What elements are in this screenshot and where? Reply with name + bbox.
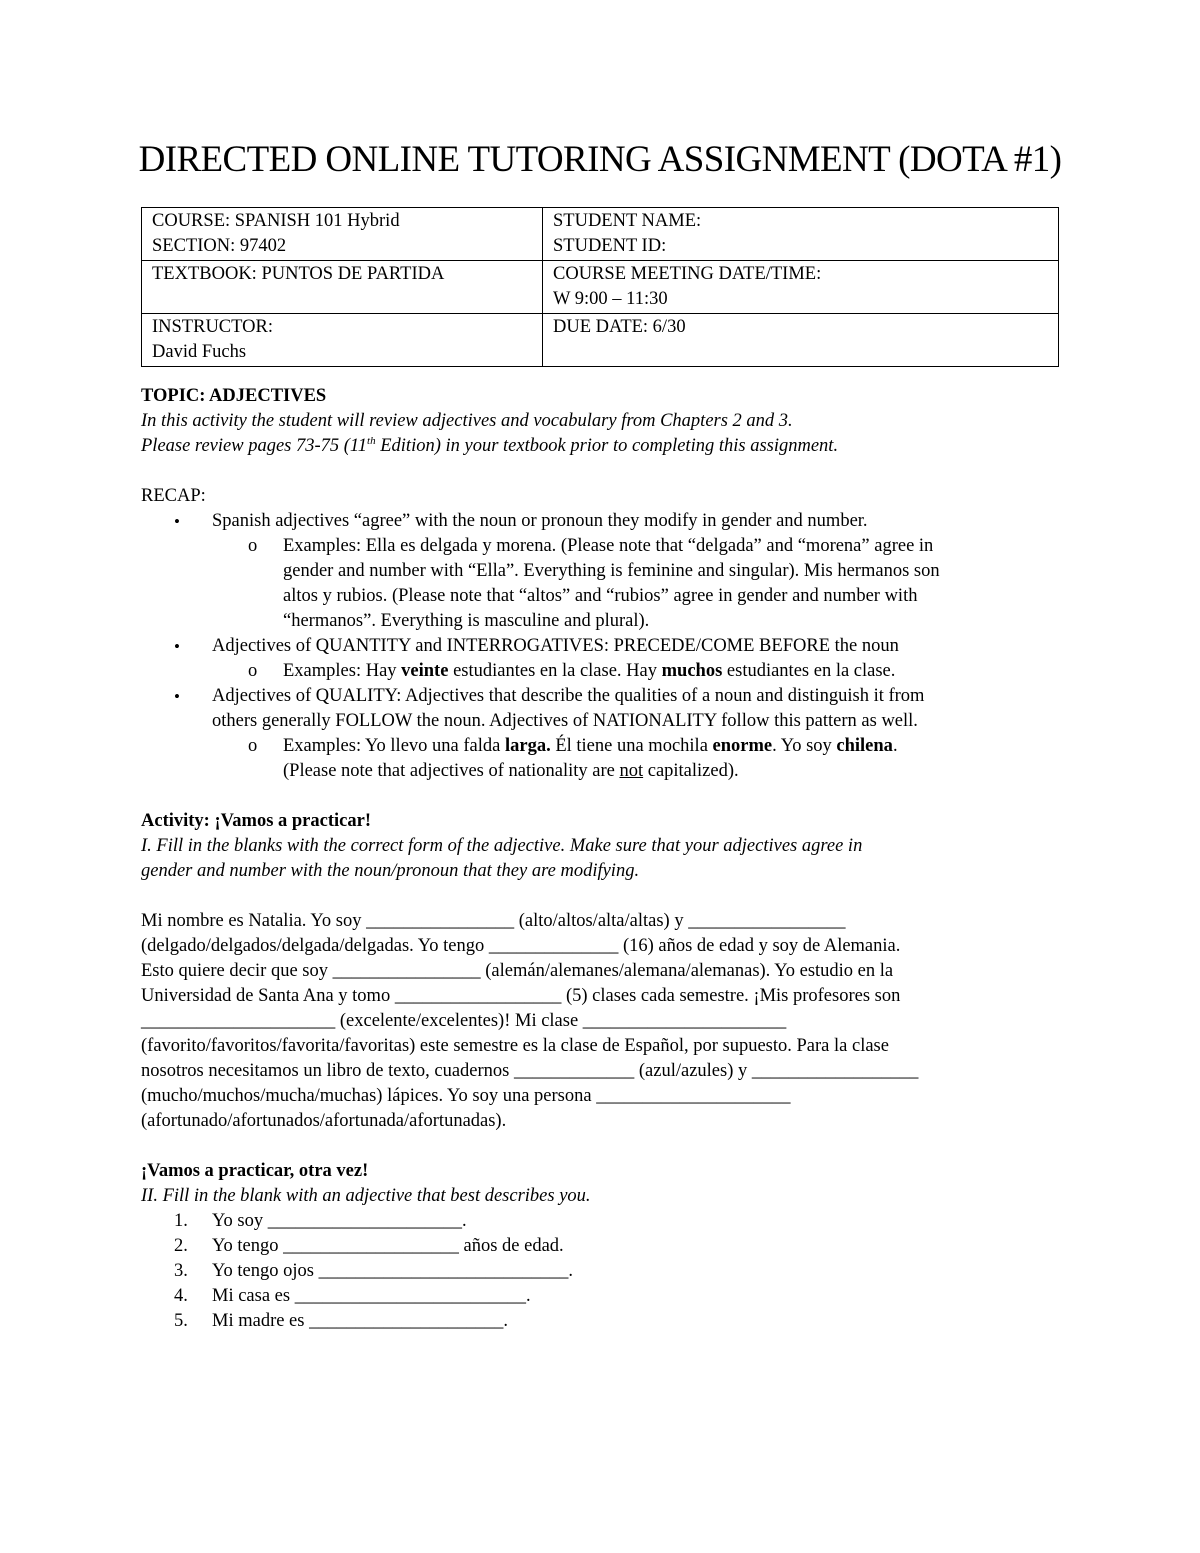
paragraph-line: _____________________ (excelente/excelentes)! Mi clase ______________________ [141, 1011, 787, 1031]
fill-in-paragraph [141, 909, 1071, 1134]
document-title: DIRECTED ONLINE TUTORING ASSIGNMENT (DOTA #1) [138, 139, 1062, 180]
item-text: Yo tengo ___________________ años de edad. [212, 1236, 564, 1256]
activity2-heading: ¡Vamos a practicar, otra vez! [141, 1161, 369, 1181]
list-item [141, 659, 1071, 684]
list-item [141, 1234, 1071, 1259]
item-text: Mi casa es _________________________. [212, 1286, 531, 1306]
instructor-label: INSTRUCTOR: [152, 317, 273, 337]
review-text-b: Edition) in your textbook prior to completing this assignment. [375, 436, 839, 456]
bold-word: chilena [836, 736, 893, 756]
section-text: SECTION: 97402 [152, 236, 287, 256]
item-number: 5. [174, 1311, 188, 1331]
meeting-value: W 9:00 – 11:30 [553, 289, 668, 309]
document-body [141, 384, 1071, 1334]
topic-review-note [141, 434, 1071, 459]
text-run: Examples: Yo llevo una falda [283, 736, 505, 756]
text-run: . Yo soy [772, 736, 837, 756]
activity2-instruction: II. Fill in the blank with an adjective that best describes you. [141, 1186, 591, 1206]
bold-word: larga. [504, 736, 551, 756]
table-row [142, 261, 1059, 314]
paragraph-line: (afortunado/afortunados/afortunada/afortunadas). [141, 1111, 507, 1131]
student-id-label: STUDENT ID: [553, 236, 667, 256]
item-text: Yo soy _____________________. [212, 1211, 467, 1231]
list-item [141, 509, 1071, 534]
topic-description: In this activity the student will review adjectives and vocabulary from Chapters 2 and 3. [141, 411, 793, 431]
list-item [141, 734, 1071, 784]
sub-bullet-icon: o [248, 661, 258, 681]
list-item [141, 534, 1071, 634]
text-run: estudiantes en la clase. Hay [448, 661, 662, 681]
list-item [141, 1309, 1071, 1334]
course-cell [142, 208, 543, 261]
activity1-heading: Activity: ¡Vamos a practicar! [141, 811, 371, 831]
sub-bullet-icon: o [248, 536, 258, 556]
bold-word: muchos [661, 661, 723, 681]
recap-point-quality: others generally FOLLOW the noun. Adjectives of NATIONALITY follow this pattern as well. [212, 711, 918, 731]
list-item [141, 1284, 1071, 1309]
meeting-label: COURSE MEETING DATE/TIME: [553, 264, 822, 284]
due-date-cell [543, 314, 1059, 367]
text-run: estudiantes en la clase. [722, 661, 896, 681]
bullet-icon: • [174, 687, 180, 706]
list-item [141, 1209, 1071, 1234]
recap-heading: RECAP: [141, 486, 206, 506]
recap-point-quantity: Adjectives of QUANTITY and INTERROGATIVES: PRECEDE/COME BEFORE the noun [212, 636, 899, 656]
recap-point-quality: Adjectives of QUALITY: Adjectives that describe the qualities of a noun and distinguish it from [212, 686, 925, 706]
meeting-cell [543, 261, 1059, 314]
textbook-text: TEXTBOOK: PUNTOS DE PARTIDA [152, 264, 445, 284]
paragraph-line: (favorito/favoritos/favorita/favoritas) este semestre es la clase de Español, por supuesto. Para la clase [141, 1036, 889, 1056]
student-name-label: STUDENT NAME: [553, 211, 702, 231]
paragraph-line: (mucho/muchos/mucha/muchas) lápices. Yo soy una persona _____________________ [141, 1086, 791, 1106]
list-item [141, 634, 1071, 659]
activity1-instructions: I. Fill in the blanks with the correct form of the adjective. Make sure that your adjectives agree in [141, 836, 863, 856]
paragraph-line: Universidad de Santa Ana y tomo __________________ (5) clases cada semestre. ¡Mis profesores son [141, 986, 901, 1006]
instructor-cell [142, 314, 543, 367]
text-run: capitalized). [643, 761, 739, 781]
sub-bullet-icon: o [248, 736, 258, 756]
example-line: Examples: Ella es delgada y morena. (Please note that “delgada” and “morena” agree in [283, 536, 934, 556]
text-run: (Please note that adjectives of nationality are [283, 761, 620, 781]
paragraph-line: Esto quiere decir que soy ________________ (alemán/alemanes/alemana/alemanas). Yo estudio en la [141, 961, 894, 981]
recap-point-agreement: Spanish adjectives “agree” with the noun or pronoun they modify in gender and number. [212, 511, 868, 531]
table-row [142, 208, 1059, 261]
bullet-icon: • [174, 512, 180, 531]
textbook-cell [142, 261, 543, 314]
paragraph-line: nosotros necesitamos un libro de texto, cuadernos _____________ (azul/azules) y __________________ [141, 1061, 919, 1081]
item-number: 4. [174, 1286, 188, 1306]
item-number: 3. [174, 1261, 188, 1281]
bold-word: veinte [401, 661, 449, 681]
item-number: 2. [174, 1236, 188, 1256]
course-text: COURSE: SPANISH 101 Hybrid [152, 211, 400, 231]
edition-superscript: th [367, 434, 376, 447]
list-item [141, 1259, 1071, 1284]
paragraph-line: (delgado/delgados/delgada/delgadas. Yo tengo ______________ (16) años de edad y soy de Alemania. [141, 936, 901, 956]
example-line: “hermanos”. Everything is masculine and plural). [283, 611, 650, 631]
text-run: Él tiene una mochila [550, 736, 713, 756]
review-text-a: Please review pages 73-75 (11 [141, 436, 368, 456]
example-line: gender and number with “Ella”. Everything is feminine and singular). Mis hermanos son [283, 561, 940, 581]
table-row [142, 314, 1059, 367]
example-line [283, 734, 1071, 759]
course-info-table [141, 207, 1059, 367]
topic-heading: TOPIC: ADJECTIVES [141, 386, 327, 406]
bold-word: enorme [712, 736, 773, 756]
due-date-text: DUE DATE: 6/30 [553, 317, 686, 337]
text-run: Examples: Hay [283, 661, 402, 681]
item-text: Yo tengo ojos ___________________________. [212, 1261, 573, 1281]
bullet-icon: • [174, 637, 180, 656]
paragraph-line: Mi nombre es Natalia. Yo soy ________________ (alto/altos/alta/altas) y _________________ [141, 911, 846, 931]
text-run: . [892, 736, 898, 756]
instructor-name: David Fuchs [152, 342, 247, 362]
list-item [141, 684, 1071, 734]
underlined-word: not [619, 761, 644, 781]
activity1-instructions: gender and number with the noun/pronoun that they are modifying. [141, 861, 640, 881]
example-line: altos y rubios. (Please note that “altos” and “rubios” agree in gender and number with [283, 586, 918, 606]
example-line [283, 659, 1071, 684]
item-text: Mi madre es _____________________. [212, 1311, 508, 1331]
item-number: 1. [174, 1211, 188, 1231]
example-line [283, 759, 1071, 784]
student-cell [543, 208, 1059, 261]
